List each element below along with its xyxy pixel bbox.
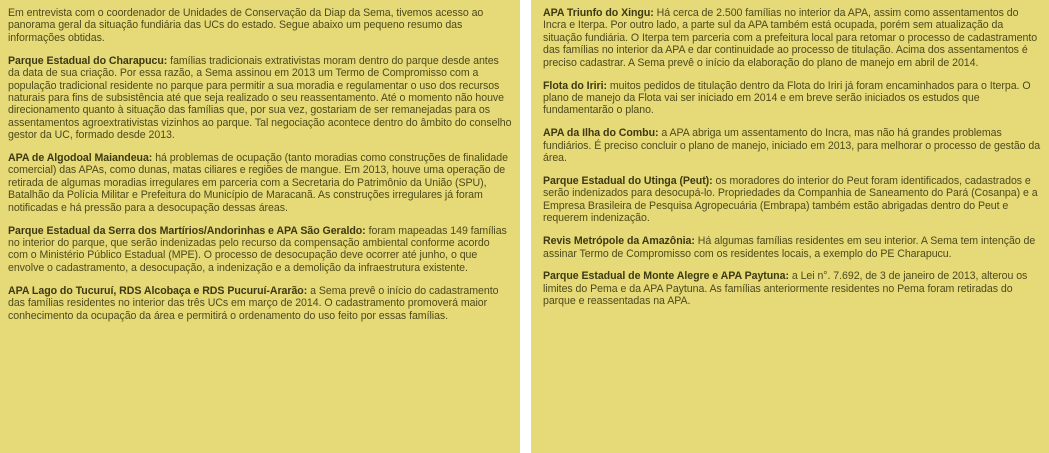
section-text: foram mapeadas 149 famílias no interior do parque, que serão indenizadas pelo recurso da compensação ambiental conforme acordo com o Ministério Público Estadual (MPE). O processo de desocupação deve ocorrer até junho, o que envolve o cadastramento, a desocupação, a indenização e a demolição da infraestrutura existente. — [8, 224, 507, 274]
section-heading: APA Lago do Tucuruí, RDS Alcobaça e RDS Pucuruí-Ararão: — [8, 284, 308, 297]
section-text: a Lei n°. 7.692, de 3 de janeiro de 2013, alterou os limites do Pema e da APA Paytuna. As famílias anteriormente residentes no Pema foram retiradas do parque e reassentadas na APA. — [543, 270, 1028, 308]
section-text: Há cerca de 2.500 famílias no interior da APA, assim como assentamentos do Incra e Iterpa. Por outro lado, a parte sul da APA também está ocupada, porém sem atualização da situação fundiária. O Iterpa tem parceria com a prefeitura local para retomar o processo de cadastramento das famílias no interior da APA e dar continuidade ao processo de titulação. Acima dos assentamentos é preciso cadastrar. A Sema prevê o início da elaboração do plano de manejo em abril de 2014. — [543, 7, 1038, 69]
section-heading: Revis Metrópole da Amazônia: — [543, 235, 695, 248]
left-column — [0, 0, 520, 453]
section-heading: Parque Estadual do Charapucu: — [8, 54, 168, 67]
section-heading: Flota do Iriri: — [543, 79, 607, 92]
section-text: há problemas de ocupação (tanto moradias como construções de finalidade comercial) das APAs, como dunas, matas ciliares e regiões de mangue. Em 2013, houve uma operação de retirada de algumas moradias irregulares em parceria com a Secretaria do Patrimônio da União (SPU), Batalhão da Polícia Militar e Prefeitura do Município de Maracanã. As construções irregulares já foram notificadas e há pressão para a desocupação dessas áreas. — [8, 152, 508, 214]
section-heading: Parque Estadual do Utinga (Peut): — [543, 174, 713, 187]
section-serra-martirios — [8, 225, 512, 275]
section-revis-metropole — [543, 235, 1041, 260]
section-charapucu — [8, 55, 512, 142]
section-heading: Parque Estadual da Serra dos Martírios/Andorinhas e APA São Geraldo: — [8, 224, 366, 237]
section-text: muitos pedidos de titulação dentro da Flota do Iriri já foram encaminhados para o Iterpa. O plano de manejo da Flota vai ser iniciado em 2014 e em breve serão iniciados os estudos que fundamentarão o plano. — [543, 79, 1031, 117]
intro-paragraph: Em entrevista com o coordenador de Unidades de Conservação da Diap da Sema, tivemos acesso ao panorama geral da situação fundiária das UCs do estado. Segue abaixo um pequeno resumo das informações obtidas. — [8, 7, 484, 44]
section-flota-iriri — [543, 80, 1041, 117]
section-text: a APA abriga um assentamento do Incra, mas não há grandes problemas fundiários. É preciso concluir o plano de manejo, iniciado em 2013, para melhorar o processo de gestão da área. — [543, 127, 1041, 165]
section-text: os moradores do interior do Peut foram identificados, cadastrados e serão indenizados para desocupá-lo. Propriedades da Companhia de Saneamento do Pará (Cosanpa) e a Empresa Brasileira de Pesquisa Agropecuária (Embrapa) também estão abrigadas dentro do Peut e requerem indenização. — [543, 174, 1038, 225]
section-triunfo-xingu — [543, 7, 1041, 69]
section-text: famílias tradicionais extrativistas moram dentro do parque desde antes da data de sua criação. Por essa razão, a Sema assinou em 2013 um Termo de Compromisso com a população tradicional residente no parque para permitir a sua moradia e regulamentar o uso dos recursos naturais para fins de subsistência até que seja realizado o seu reassentamento. Até o momento não houve direcionamento quanto à situação das famílias que, por sua vez, gostariam de ser remanejadas para os assentamentos agroextrativistas vizinhos ao parque. Tal negociação acontece dentro do âmbito do conselho gestor da UC, formado desde 2013. — [8, 54, 512, 142]
section-heading: APA de Algodoal Maiandeua: — [8, 152, 153, 165]
section-utinga — [543, 175, 1041, 225]
section-text: a Sema prevê o início do cadastramento das famílias residentes no interior das três UCs em março de 2014. O cadastramento promoverá maior conhecimento da ocupação da área e permitirá o ordenamento do uso feito por essas famílias. — [8, 284, 499, 322]
section-algodoal — [8, 152, 512, 214]
section-text: Há algumas famílias residentes em seu interior. A Sema tem intenção de assinar Termo de Compromisso com os residentes locais, a exemplo do PE Charapucu. — [543, 235, 1036, 260]
section-monte-alegre — [543, 270, 1041, 307]
section-heading: APA Triunfo do Xingu: — [543, 7, 654, 19]
right-column — [531, 0, 1049, 453]
section-tucurui — [8, 285, 512, 322]
section-heading: APA da Ilha do Combu: — [543, 127, 659, 140]
section-heading: Parque Estadual de Monte Alegre e APA Paytuna: — [543, 270, 789, 283]
section-ilha-combu — [543, 127, 1041, 164]
